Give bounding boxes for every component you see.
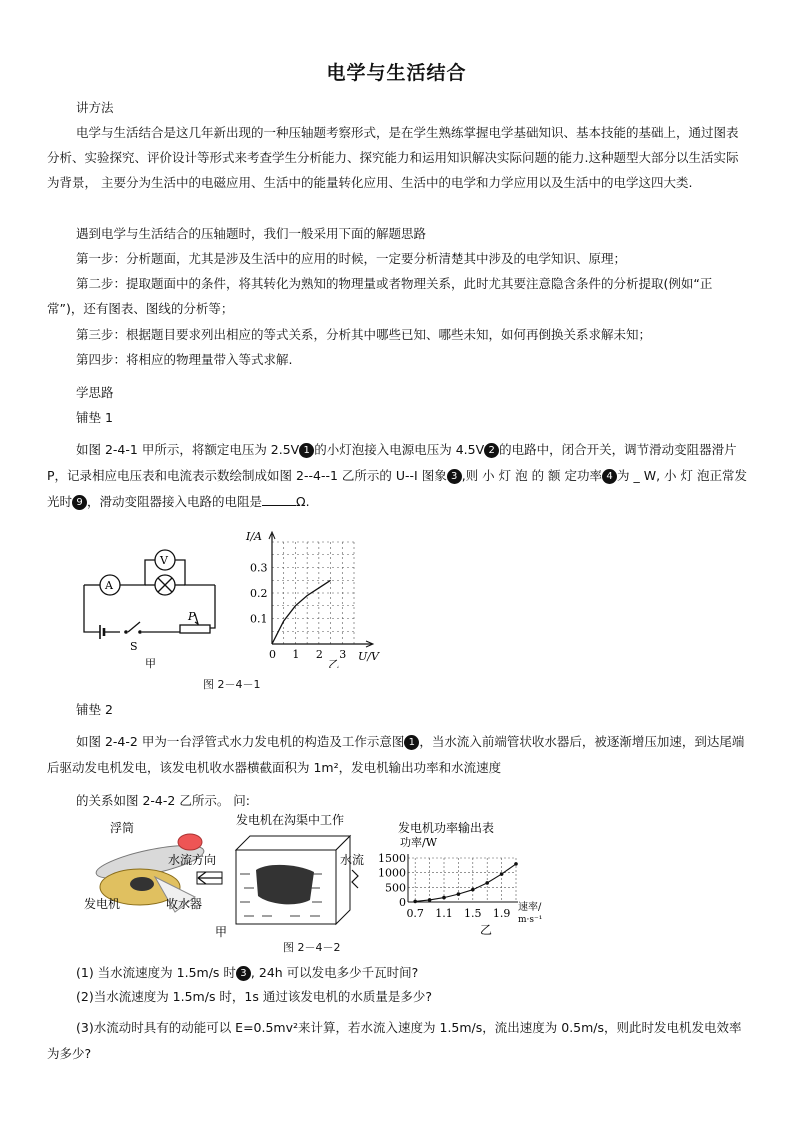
x-tick-label: 2 [315, 648, 323, 661]
figure-2-left-label: 甲 [215, 925, 228, 939]
question-2: (2)当水流速度为 1.5m/s 时，1s 通过该发电机的水质量是多少? [76, 989, 433, 1004]
voltmeter-label: V [160, 554, 168, 567]
step-1: 第一步：分析题面，尤其是涉及生活中的应用的时候，一定要分析清楚其中涉及的电学知识、原理； [76, 251, 627, 266]
y-tick-label: 500 [385, 881, 406, 895]
page-title: 电学与生活结合 [326, 62, 467, 84]
figure-left-label: 甲 [145, 657, 156, 670]
x-tick-label: 1.1 [435, 907, 453, 920]
circuit-diagram [70, 540, 230, 670]
submerged-generator-icon [256, 865, 314, 904]
example-2-text: 如图 2-4-2 甲为一台浮管式水力发电机的构造及工作示意图 1 ，当水流入前端管状收水器后，被逐渐增压加速，到达尾端后驱动发电机发电，该发电机收水器横截面积为 1m²，发电机输出功率和水流速度 [47, 734, 745, 775]
x-axis-label: U/V [358, 650, 379, 663]
step-4: 第四步：将相应的物理量带入等式求解. [76, 352, 293, 367]
marker-1b: 1 [404, 735, 419, 750]
y-axis-label: 功率/W [400, 836, 438, 849]
example-2-text-end: 的关系如图 2-4-2 乙所示。 问: [76, 793, 251, 808]
marker-1: 1 [299, 443, 314, 458]
question-1: (1) 当水流速度为 1.5m/s 时 3 , 24h 可以发电多少千瓦时间? [76, 965, 419, 980]
question-3: (3)水流动时具有的动能可以 E=0.5mv²来计算，若水流入速度为 1.5m/s，流出速度为 0.5m/s，则此时发电机发电效率为多少? [47, 1020, 742, 1061]
chart-table-title: 发电机功率输出表 [398, 821, 495, 835]
power-curve [415, 864, 516, 902]
y-tick-label: 1000 [378, 866, 406, 880]
y-axis-label: I/A [246, 530, 262, 543]
x-tick-label: 0 [269, 648, 276, 661]
x-axis-label: 速率/ [518, 902, 542, 913]
ammeter-label: A [105, 579, 113, 592]
y-tick-label: 1500 [378, 852, 406, 865]
x-tick-label: 0.7 [406, 907, 424, 920]
approach-text: 遇到电学与生活结合的压轴题时，我们一般采用下面的解题思路 [76, 226, 427, 241]
marker-3b: 3 [236, 966, 251, 981]
marker-2: 2 [484, 443, 499, 458]
flow-direction-label: 水流方向 [168, 853, 217, 867]
figure-2-4-1-caption: 图 2－4－1 [203, 678, 261, 691]
data-point [485, 881, 489, 885]
x-tick-label: 1 [292, 648, 300, 661]
data-point [471, 888, 475, 892]
answer-blank [262, 493, 296, 506]
power-chart [378, 818, 558, 938]
data-point [428, 898, 432, 902]
x-axis-unit: m·s⁻¹ [518, 915, 543, 925]
x-tick-label: 1.9 [492, 907, 511, 920]
think-heading: 学思路 [76, 385, 114, 400]
intro-paragraph: 电学与生活结合是这几年新出现的一种压轴题考察形式，是在学生熟练掌握电学基础知识、基本技能的基础上，通过图表分析、实验探究、评价设计等形式来考查学生分析能力、探究能力和运用知识解决实际问题的能力.这种题型大部分以生活实际为背景， 主要分为生活中的电磁应用、生活中的能量转化应用、生活中的电学和力学应用以及生活中的电学这四大类. [47, 125, 739, 190]
data-point [457, 892, 461, 896]
flow-label: 水流 [340, 853, 365, 867]
step-2: 第二步：提取题面中的条件，将其转化为熟知的物理量或者物理关系，此时尤其要注意隐含条件的分析提取(例如“正常”)，还有图表、图线的分析等； [47, 276, 713, 316]
figure-right-label: 乙 [328, 658, 340, 668]
marker-3: 3 [447, 469, 462, 484]
slider-label: P [188, 610, 196, 623]
data-point [500, 872, 504, 876]
data-point [413, 900, 417, 904]
figure-2-4-2-caption: 图 2－4－2 [283, 941, 341, 954]
y-tick-label: 0.3 [250, 561, 268, 575]
x-tick-label: 1.5 [464, 907, 482, 920]
y-tick-label: 0 [399, 896, 406, 909]
data-point [514, 862, 518, 866]
y-tick-label: 0.1 [250, 612, 268, 626]
method-heading: 讲方法 [76, 100, 114, 115]
y-tick-label: 0.2 [250, 587, 268, 600]
example-1-heading: 铺垫 1 [76, 410, 113, 425]
marker-4: 4 [602, 469, 617, 484]
rheostat-icon [180, 625, 210, 633]
iu-chart [236, 528, 386, 668]
generator-illustration [80, 812, 230, 940]
data-point [442, 896, 446, 900]
generator-label: 发电机 [84, 897, 121, 911]
x-tick-label: 3 [339, 648, 347, 661]
float-tube-label: 浮筒 [110, 821, 135, 835]
iu-curve [272, 580, 331, 644]
step-3: 第三步：根据题目要求列出相应的等式关系，分析其中哪些已知、哪些未知，如何再倒换关系求解未知； [76, 327, 652, 342]
switch-label: S [130, 640, 138, 653]
channel-label: 发电机在沟渠中工作 [236, 813, 345, 827]
channel-illustration [228, 812, 378, 930]
figure-2-right-label: 乙 [480, 923, 493, 937]
example-1-text: 如图 2-4-1 甲所示，将额定电压为 2.5V 1 的小灯泡接入电源电压为 4.5V 2 的电路中，闭合开关，调节滑动变阻器滑片 P，记录相应电压表和电流表示数绘制成如图 2--4--1 乙所示的 U--I 图象 3 ,则 小 灯 泡 的 额 定功率 4 为 _ W, 小 灯 泡正常发光时 9 ，滑动变阻器接入电路的电阻是 Ω. [47, 442, 747, 509]
example-2-heading: 铺垫 2 [76, 702, 113, 717]
collector-label: 收水器 [166, 897, 203, 911]
marker-9: 9 [72, 495, 87, 510]
